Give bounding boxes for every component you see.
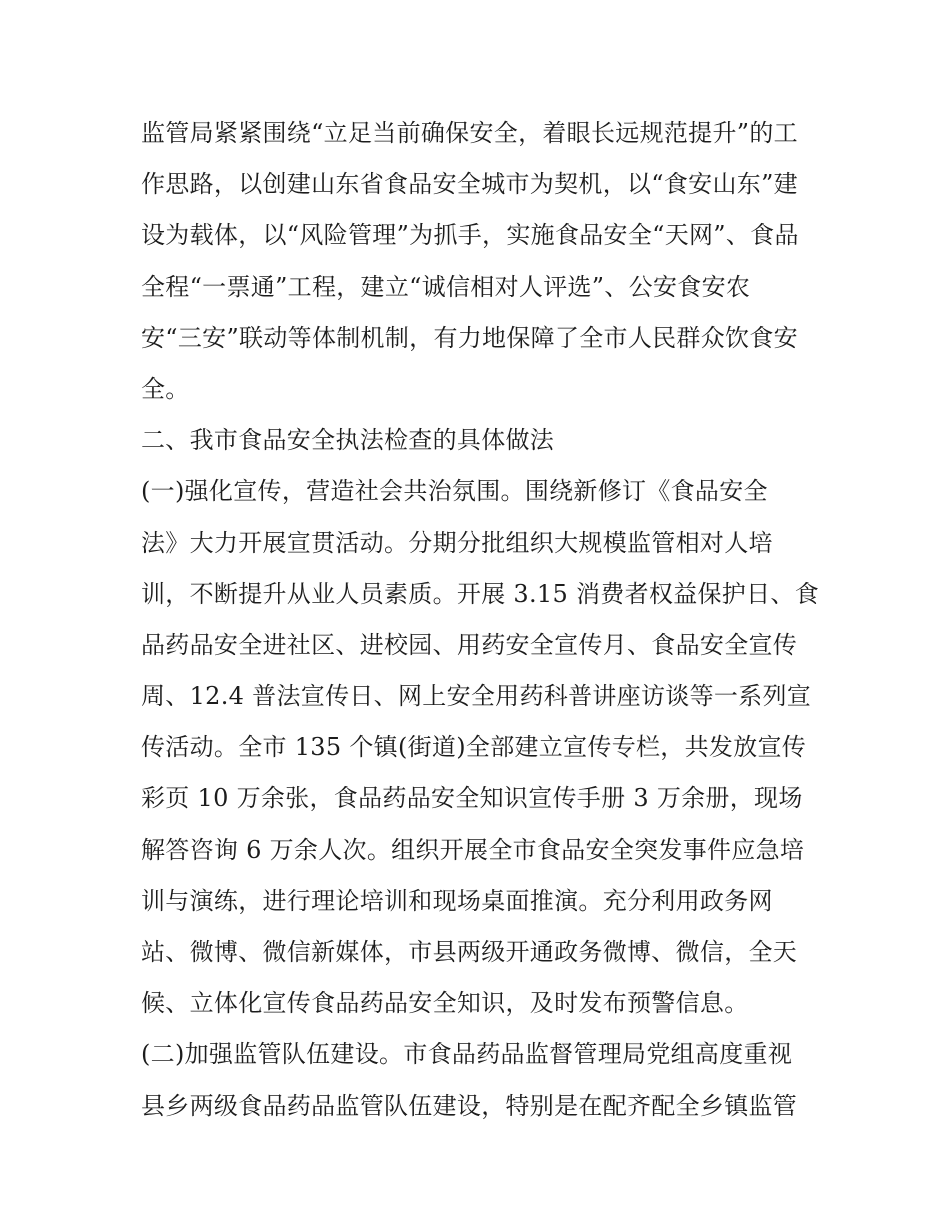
section-heading: 二、我市食品安全执法检查的具体做法 [141,426,555,455]
text-line: 设为载体，以“风险管理”为抓手，实施食品安全“天网”、食品 [141,221,799,250]
text-line: 县乡两级食品药品监管队伍建设，特别是在配齐配全乡镇监管 [141,1091,798,1120]
text-line: 传活动。全市 135 个镇(街道)全部建立宣传专栏，共发放宣传 [141,733,807,762]
text-line: 站、微博、微信新媒体，市县两级开通政务微博、微信，全天 [141,938,798,966]
text-line: 全。 [141,374,190,403]
text-line: 解答咨询 6 万余人次。组织开展全市食品安全突发事件应急培 [141,835,805,864]
text-line: 周、12.4 普法宣传日、网上安全用药科普讲座访谈等一系列宣 [141,682,812,711]
text-line: 品药品安全进社区、进校园、用药安全宣传月、食品安全宣传 [141,630,798,659]
text-line: 监管局紧紧围绕“立足当前确保安全，着眼长远规范提升”的工 [141,119,798,147]
text-line: (一)强化宣传，营造社会共治氛围。围绕新修订《食品安全 [141,477,768,506]
text-line: (二)加强监管队伍建设。市食品药品监督管理局党组高度重视 [141,1040,793,1069]
text-line: 全程“一票通”工程，建立“诚信相对人评选”、公安食安农 [141,272,751,301]
text-line: 训，不断提升从业人员素质。开展 3.15 消费者权益保护日、食 [141,579,819,608]
text-line: 彩页 10 万余张，食品药品安全知识宣传手册 3 万余册，现场 [141,784,803,813]
text-line: 候、立体化宣传食品药品安全知识，及时发布预警信息。 [141,989,749,1018]
text-line: 安“三安”联动等体制机制，有力地保障了全市人民群众饮食安 [141,323,798,352]
text-line: 作思路，以创建山东省食品安全城市为契机，以“食安山东”建 [141,170,798,199]
document-body [141,108,821,1132]
text-line: 训与演练，进行理论培训和现场桌面推演。充分利用政务网 [141,886,773,915]
text-line: 法》大力开展宣贯活动。分期分批组织大规模监管相对人培 [141,528,773,557]
